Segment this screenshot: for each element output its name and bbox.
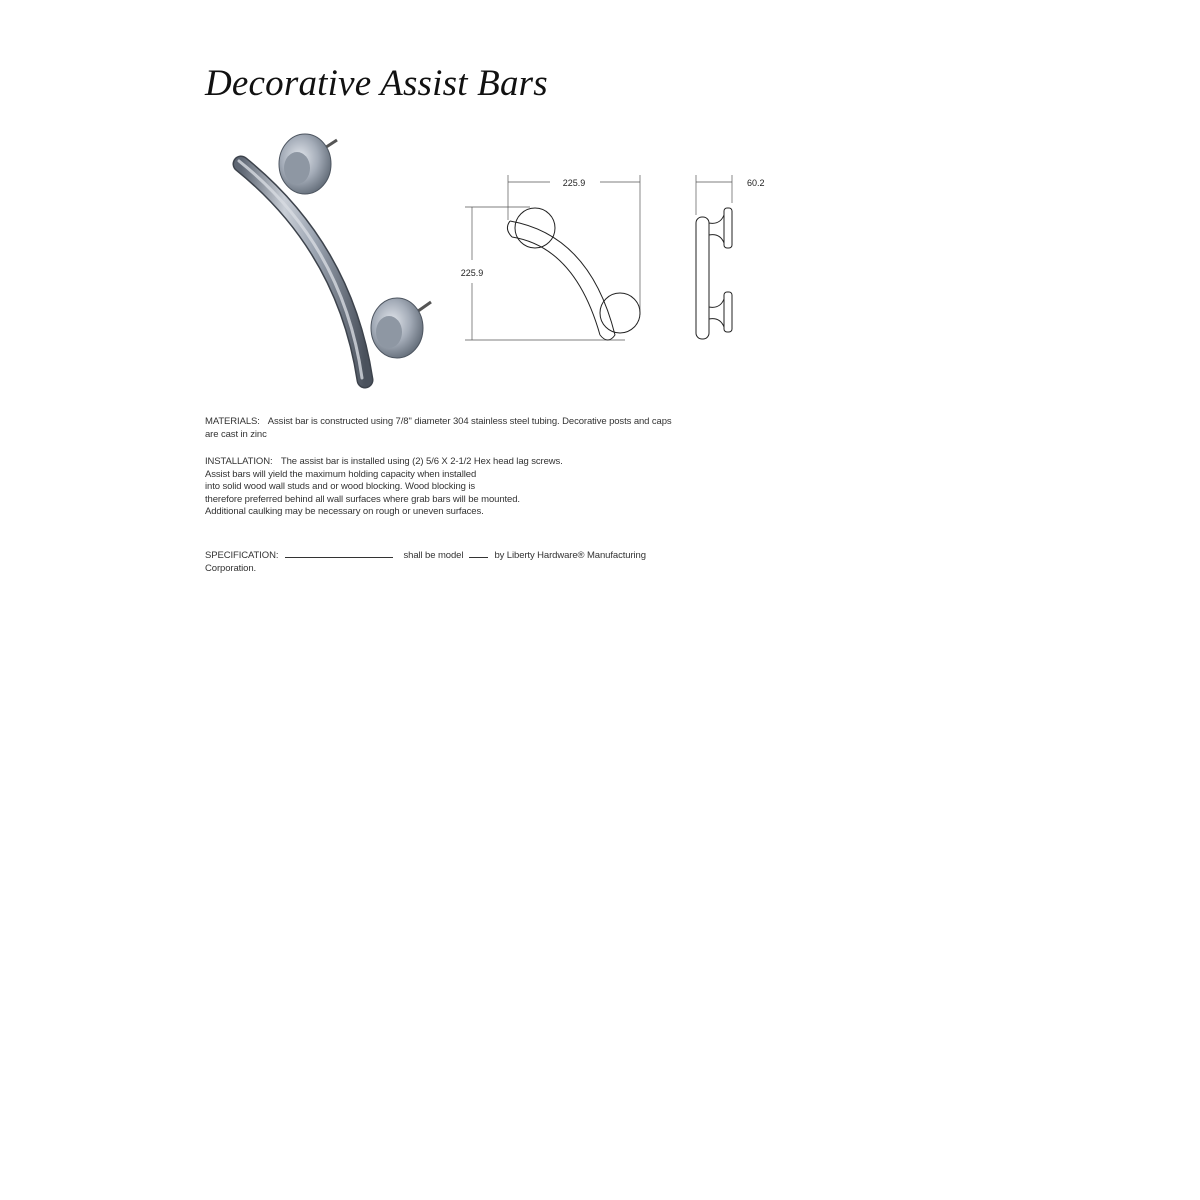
height-dimension-label: 225.9 xyxy=(460,268,484,278)
installation-line-5: Additional caulking may be necessary on rough or uneven surfaces. xyxy=(205,506,484,517)
installation-line-3: into solid wood wall studs and or wood blocking. Wood blocking is xyxy=(205,481,476,492)
assist-bar-render-image xyxy=(225,128,445,390)
side-view-drawing xyxy=(680,165,780,355)
materials-line-1 xyxy=(205,416,805,429)
installation-line-1 xyxy=(205,456,805,469)
materials-heading: MATERIALS: xyxy=(205,416,260,427)
installation-text: The assist bar is installed using (2) 5/6 X 2-1/2 Hex head lag screws. xyxy=(280,456,563,467)
installation-section xyxy=(205,456,805,519)
installation-heading: INSTALLATION: xyxy=(205,456,273,467)
materials-text: Assist bar is constructed using 7/8" diameter 304 stainless steel tubing. Decorative posts and caps xyxy=(267,416,672,427)
specification-section xyxy=(205,549,805,575)
specification-middle-text: shall be model xyxy=(403,550,464,561)
specification-line-1 xyxy=(205,549,805,563)
front-view-drawing xyxy=(450,165,660,355)
materials-section xyxy=(205,416,805,441)
specification-tail-text: by Liberty Hardware® Manufacturing xyxy=(494,550,646,561)
page-title: Decorative Assist Bars xyxy=(205,63,548,104)
installation-line-4: therefore preferred behind all wall surfaces where grab bars will be mounted. xyxy=(205,493,520,505)
installation-line-2: Assist bars will yield the maximum holding capacity when installed xyxy=(205,468,477,480)
materials-line-2: are cast in zinc xyxy=(205,428,267,440)
product-name-blank xyxy=(285,549,393,558)
specification-heading: SPECIFICATION: xyxy=(205,550,279,561)
specification-line-2: Corporation. xyxy=(205,562,257,574)
depth-dimension-label: 60.2 xyxy=(747,178,765,188)
model-number-blank xyxy=(469,549,488,558)
width-dimension-label: 225.9 xyxy=(562,178,586,188)
